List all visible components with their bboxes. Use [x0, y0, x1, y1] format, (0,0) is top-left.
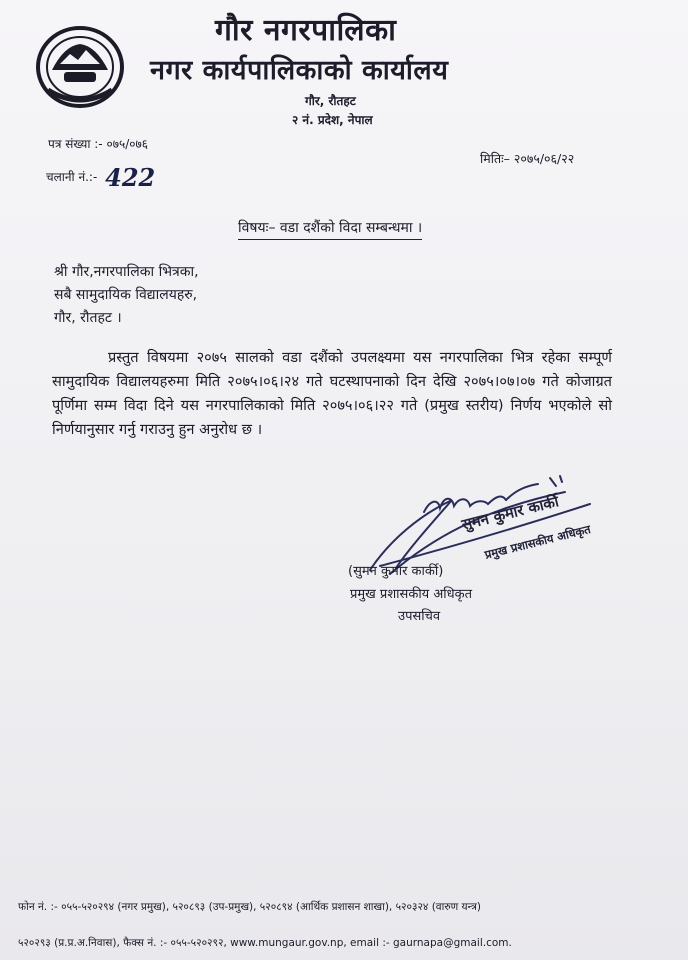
office-location: गौर, रौतहट — [305, 94, 356, 108]
body-paragraph: प्रस्तुत विषयमा २०७५ सालको वडा दशैंको उपलक्ष्यमा यस नगरपालिका भित्र रहेका सम्पूर्ण सामुदायिक विद्यालयहरुमा मिति २०७५।०६।२४ गते घटस्थापनाको दिन देखि २०७५।०७।०७ गते कोजाग्रत पूर्णिमा सम्म विदा दिने यस नगरपालिकाको मिति २०७५।०६।२२ गते (प्रमुख स्तरीय) निर्णय भएकोले सो निर्णयानुसार गर्नु गराउनु हुन अनुरोध छ । — [52, 349, 612, 438]
subject-line: विषयः– वडा दशैंको विदा सम्बन्धमा । — [238, 218, 422, 240]
letter-date — [480, 150, 574, 167]
footer-contact-line: फोन नं. :- ०५५-५२०२९४ (नगर प्रमुख), ५२०८९३ (उप-प्रमुख), ५२०८९४ (आर्थिक प्रशासन शाखा), ५२०३२४ (वारुण यन्त्र) — [18, 901, 481, 913]
stamp-officer-name: सुमन कुमार कार्की — [459, 492, 561, 534]
letter-number-value: ०७५/०७६ — [106, 137, 148, 151]
office-province: २ नं. प्रदेश, नेपाल — [292, 113, 373, 127]
signer-post: प्रमुख प्रशासकीय अधिकृत — [350, 587, 473, 602]
addressee-line: सबै सामुदायिक विद्यालयहरु, — [54, 287, 198, 303]
signer-rank: उपसचिव — [398, 609, 441, 624]
addressee-line: श्री गौर,नगरपालिका भित्रका, — [54, 264, 199, 280]
signer-name: (सुमन कुमार कार्की) — [348, 564, 444, 579]
addressee-line: गौर, रौतहट । — [54, 310, 122, 326]
letter-number-label: पत्र संख्या :- — [48, 137, 103, 151]
municipality-title: गौर नगरपालिका — [215, 13, 397, 48]
dispatch-number — [46, 158, 156, 192]
stamp-officer-title: प्रमुख प्रशासकीय अधिकृत — [483, 521, 593, 562]
date-value: २०७५/०६/२२ — [513, 151, 575, 166]
nepal-government-emblem-icon — [34, 24, 126, 110]
date-label: मितिः– — [480, 151, 510, 166]
letter-body — [52, 346, 612, 442]
footer-contact-line: ५२०२९३ (प्र.प्र.अ.निवास), फैक्स नं. :- ०५५-५२०२९२, www.mungaur.gov.np, email :- gaurnapa@gmail.com. — [18, 937, 512, 949]
dispatch-number-label: चलानी नं.:- — [46, 170, 98, 184]
letter-number — [48, 135, 148, 152]
office-title: नगर कार्यपालिकाको कार्यालय — [150, 55, 449, 86]
dispatch-number-value: 422 — [105, 163, 156, 192]
